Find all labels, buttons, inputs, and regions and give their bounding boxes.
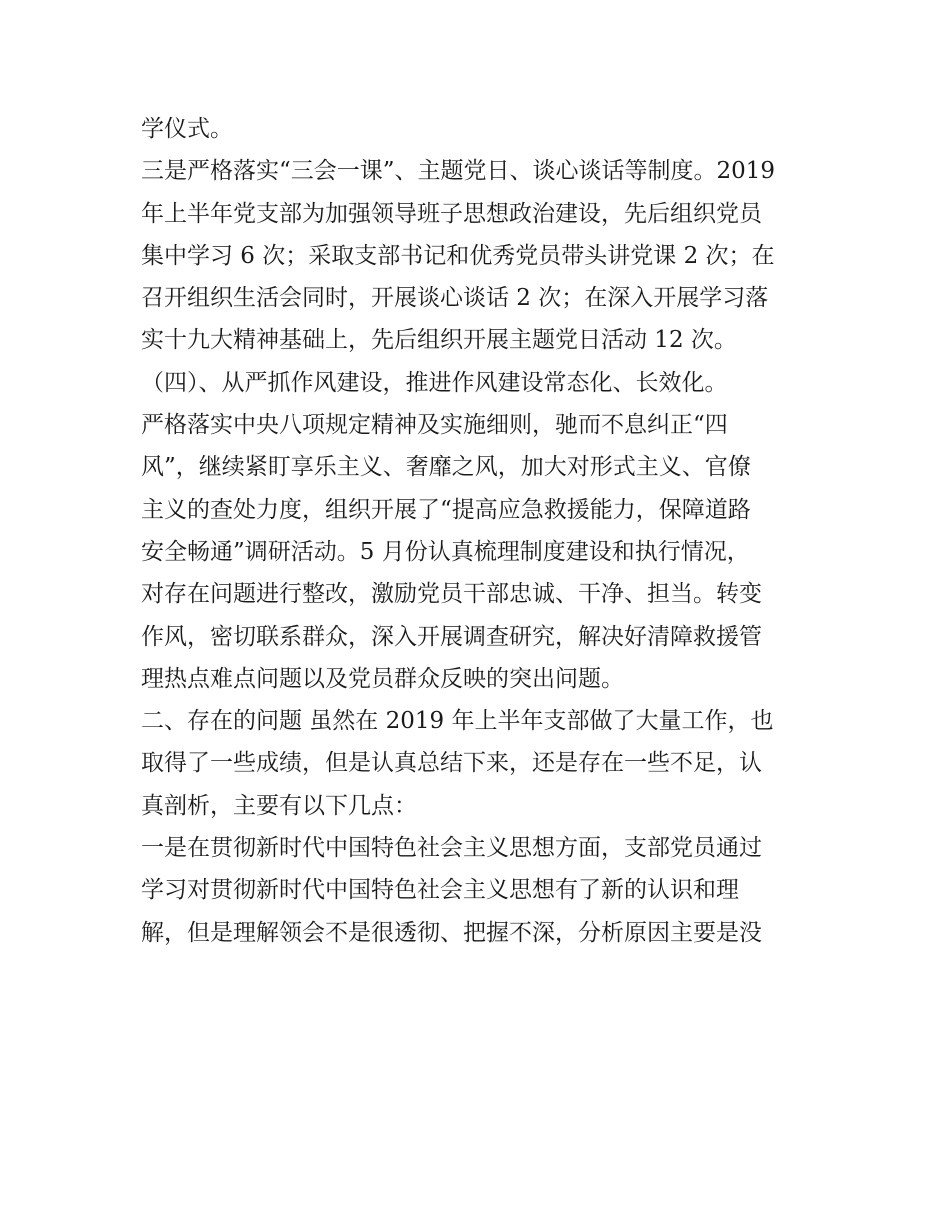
section-heading: 二、存在的问题 虽然在 2019 年上半年支部做了大量工作，也 [141,708,774,735]
text-line: 召开组织生活会同时，开展谈心谈话 2 次；在深入开展学习落 [141,285,769,312]
text-line: 真剖析，主要有以下几点： [141,792,417,819]
text-line: 一是在贯彻新时代中国特色社会主义思想方面，支部党员通过 [141,835,762,862]
text-line: 对存在问题进行整改，激励党员干部忠诚、干净、担当。转变 [141,581,762,608]
text-line: 取得了一些成绩，但是认真总结下来，还是存在一些不足，认 [141,750,762,777]
text-line: 学习对贯彻新时代中国特色社会主义思想有了新的认识和理 [141,877,739,904]
section-heading: （四）、从严抓作风建设，推进作风建设常态化、长效化。 [141,369,728,396]
text-line: 学仪式。 [141,116,233,142]
text-line: 理热点难点问题以及党员群众反映的突出问题。 [141,665,624,692]
text-line: 主义的查处力度，组织开展了“提高应急救援能力，保障道路 [141,496,751,523]
text-line: 安全畅通”调研活动。5 月份认真梳理制度建设和执行情况， [141,538,750,565]
text-line: 年上半年党支部为加强领导班子思想政治建设，先后组织党员 [141,200,762,227]
text-line: 风”，继续紧盯享乐主义、奢靡之风，加大对形式主义、官僚 [141,454,751,481]
document-body [141,108,821,954]
text-line: 三是严格落实“三会一课”、主题党日、谈心谈话等制度。2019 [141,158,776,185]
text-line: 实十九大精神基础上，先后组织开展主题党日活动 12 次。 [141,327,737,354]
text-line: 作风，密切联系群众，深入开展调查研究，解决好清障救援管 [141,623,762,650]
text-line: 严格落实中央八项规定精神及实施细则，驰而不息纠正“四 [141,412,728,439]
text-line: 解，但是理解领会不是很透彻、把握不深，分析原因主要是没 [141,919,762,946]
text-line: 集中学习 6 次；采取支部书记和优秀党员带头讲党课 2 次；在 [141,242,775,269]
